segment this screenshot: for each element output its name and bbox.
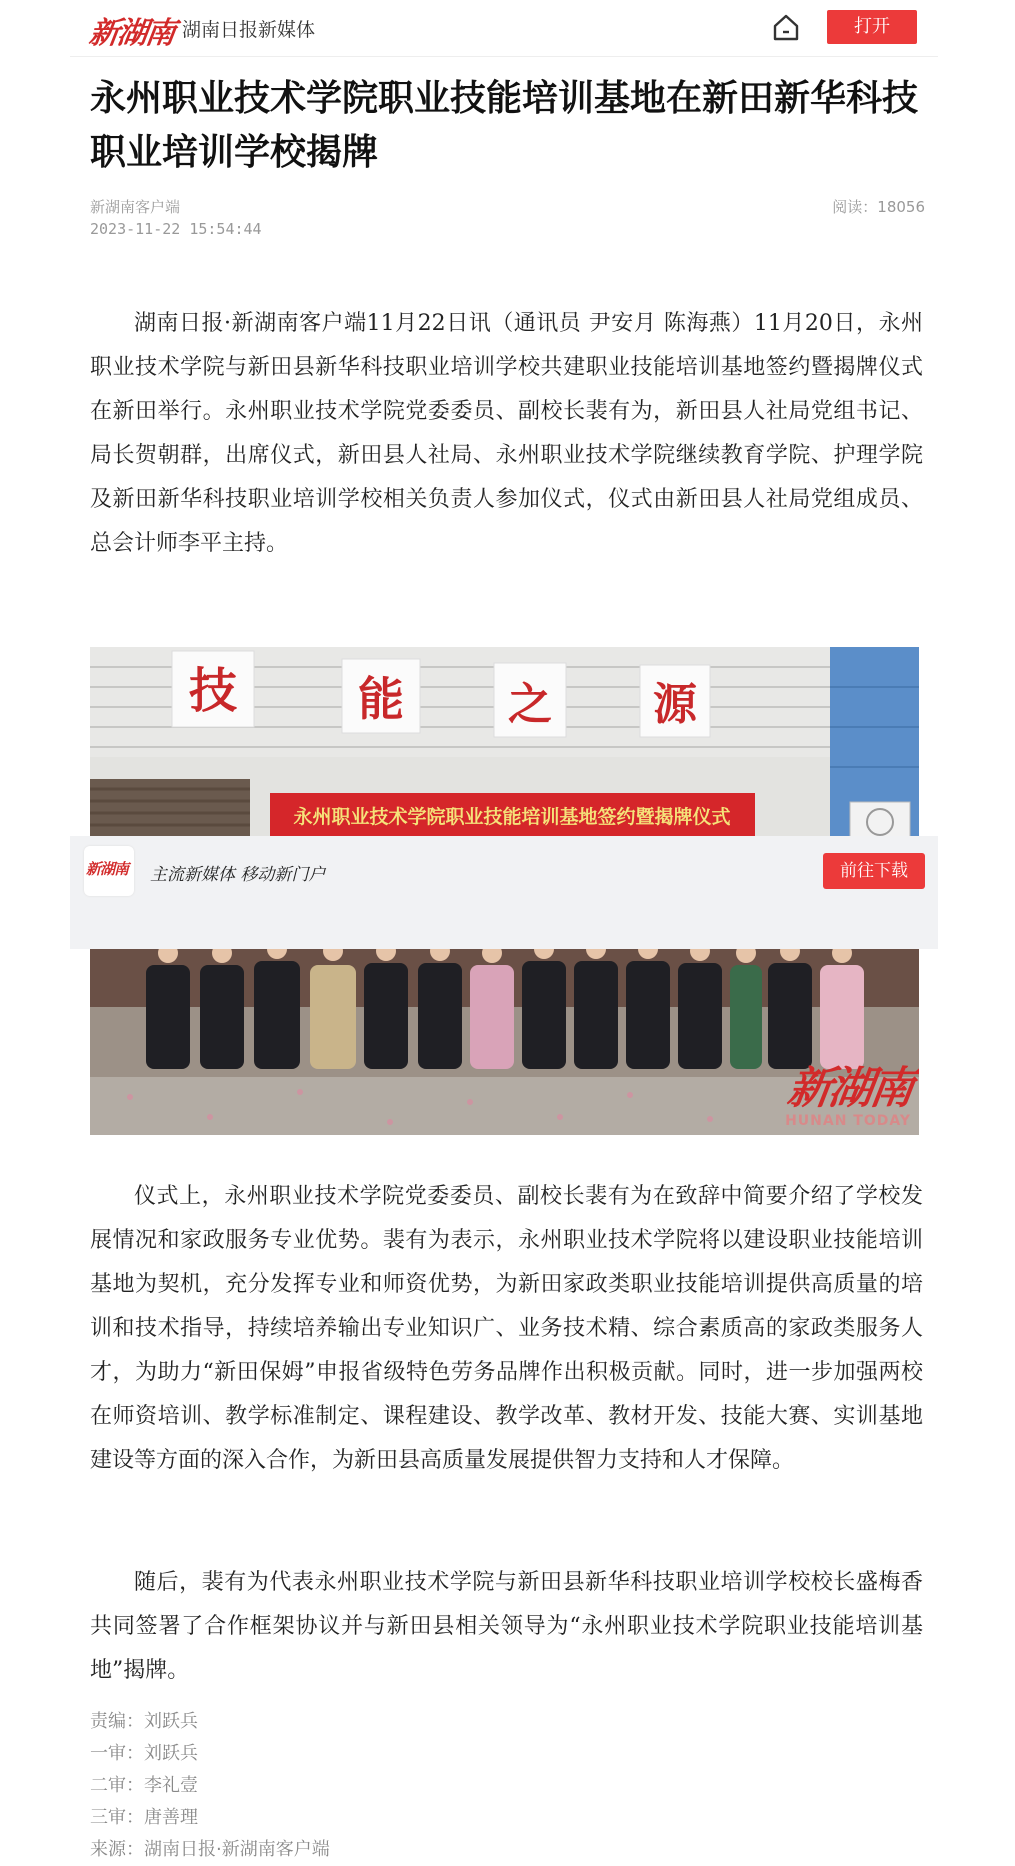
editor-credits	[90, 1706, 330, 1866]
org-name: 湖南日报新媒体	[182, 19, 316, 41]
article-source: 新湖南客户端	[90, 198, 181, 216]
home-icon[interactable]	[771, 12, 801, 42]
sign-char-2: 之	[508, 679, 552, 730]
app-logo: 新湖南	[84, 846, 134, 896]
open-app-button[interactable]: 打开	[827, 10, 917, 44]
photo-banner-text: 永州职业技术学院职业技能培训基地签约暨揭牌仪式	[293, 806, 731, 828]
brand-logo[interactable]: 新湖南	[87, 16, 176, 51]
sign-char-3: 源	[653, 679, 697, 730]
credit-line: 来源：湖南日报·新湖南客户端	[90, 1839, 330, 1860]
sign-char-1: 能	[358, 672, 404, 726]
article-paragraph: 随后，裴有为代表永州职业技术学院与新田县新华科技职业培训学校校长盛梅香共同签署了合作框架协议并与新田县相关领导为“永州职业技术学院职业技能培训基地”揭牌。	[90, 1570, 923, 1683]
article-paragraph: 湖南日报·新湖南客户端11月22日讯（通讯员 尹安月 陈海燕）11月20日，永州职业技术学院与新田县新华科技职业培训学校共建职业技能培训基地签约暨揭牌仪式在新田举行。永州职业技术学院党委委员、副校长裴有为，新田县人社局党组书记、局长贺朝群，出席仪式，新田县人社局、永州职业技术学院继续教育学院、护理学院及新田新华科技职业培训学校相关负责人参加仪式，仪式由新田县人社局党组成员、总会计师李平主持。	[90, 311, 923, 556]
app-slogan: 主流新媒体 移动新门户	[150, 865, 326, 885]
article-paragraph: 仪式上，永州职业技术学院党委委员、副校长裴有为在致辞中简要介绍了学校发展情况和家政服务专业优势。裴有为表示，永州职业技术学院将以建设职业技能培训基地为契机，充分发挥专业和师资优势，为新田家政类职业技能培训提供高质量的培训和技术指导，持续培养输出专业知识广、业务技术精、综合素质高的家政类服务人才，为助力“新田保姆”申报省级特色劳务品牌作出积极贡献。同时，进一步加强两校在师资培训、教学标准制定、课程建设、教学改革、教材开发、技能大赛、实训基地建设等方面的深入合作，为新田县高质量发展提供智力支持和人才保障。	[90, 1184, 923, 1473]
sign-char-0: 技	[188, 663, 238, 719]
article-datetime: 2023-11-22 15:54:44	[90, 220, 262, 238]
read-count: 阅读：18056	[832, 198, 925, 216]
credit-line: 一审：刘跃兵	[90, 1743, 198, 1764]
top-bar	[70, 0, 938, 57]
download-banner	[70, 836, 938, 949]
article-title: 永州职业技术学院职业技能培训基地在新田新华科技职业培训学校揭牌	[90, 78, 919, 173]
download-button[interactable]: 前往下载	[823, 853, 925, 889]
credit-line: 二审：李礼壹	[90, 1775, 198, 1796]
watermark-subtitle: HUNAN TODAY	[785, 1113, 911, 1129]
credit-line: 责编：刘跃兵	[90, 1711, 198, 1732]
photo-watermark	[784, 1063, 915, 1129]
watermark-logo: 新湖南	[784, 1063, 915, 1114]
credit-line: 三审：唐善理	[90, 1807, 198, 1828]
